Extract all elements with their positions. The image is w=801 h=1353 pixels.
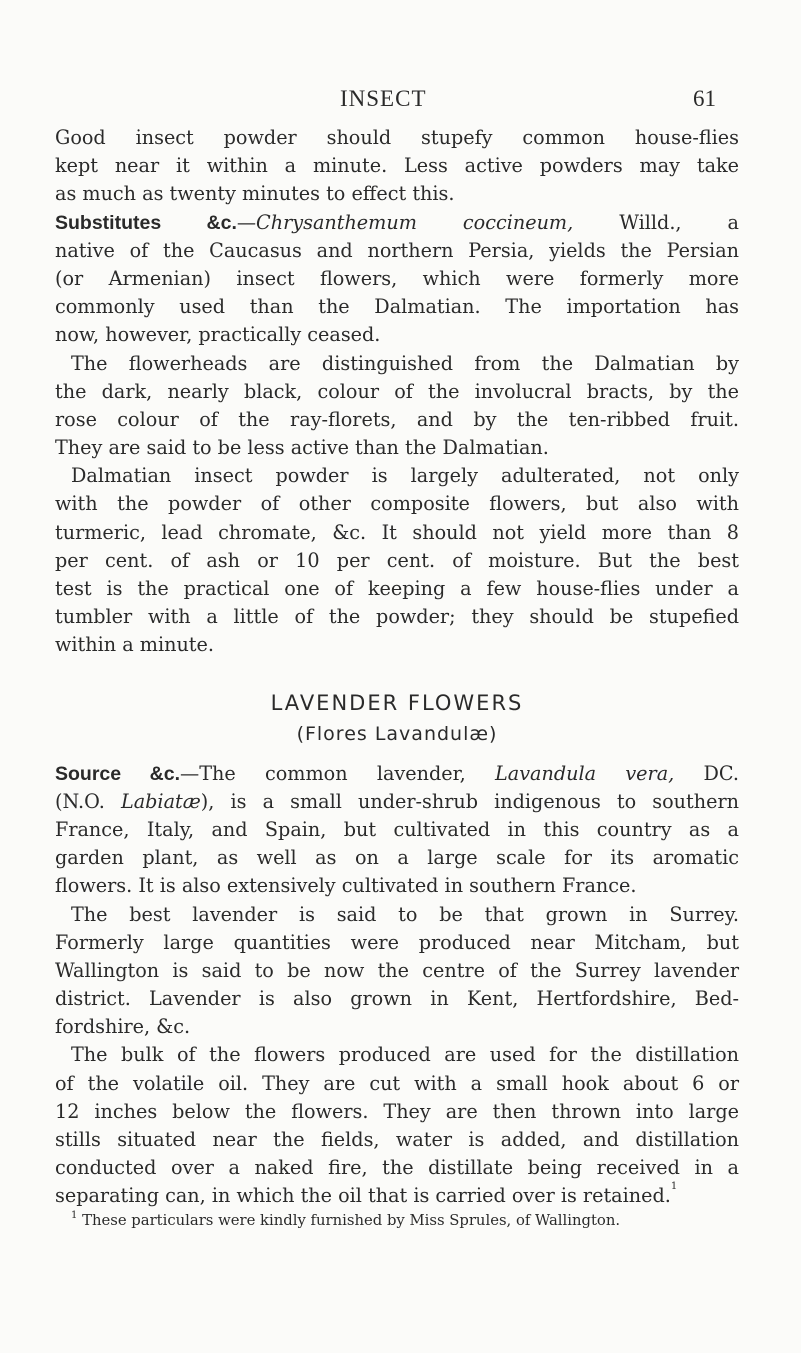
text-line: the dark, nearly black, colour of the involucral bracts, by the <box>55 379 739 403</box>
text-line: per cent. of ash or 10 per cent. of moisture. But the best <box>55 548 739 572</box>
substitutes-label: Substitutes &c. <box>55 211 237 234</box>
lavender-paragraph <box>55 760 739 1211</box>
text-line: of the volatile oil. They are cut with a small hook about 6 or <box>55 1071 739 1095</box>
substitutes-paragraph <box>55 209 739 660</box>
source-label: Source &c. <box>55 762 181 785</box>
page-number: 61 <box>693 86 716 111</box>
text-line: The best lavender is said to be that grown in Surrey. <box>71 902 739 926</box>
footnote-text: These particulars were kindly furnished by Miss Sprules, of Wallington. <box>82 1211 621 1229</box>
text-line: commonly used than the Dalmatian. The importation has <box>55 295 739 319</box>
text-line: Wallington is said to be now the centre of the Surrey lavender <box>55 958 739 982</box>
text-span: DC. <box>674 761 739 785</box>
footnote-reference: 1 <box>670 1181 678 1193</box>
text-line: 12 inches below the flowers. They are then thrown into large <box>55 1099 739 1123</box>
page-body <box>55 124 739 1231</box>
insect-powder-paragraph <box>55 124 739 209</box>
text-span: Willd., a <box>573 210 739 234</box>
text-line: They are said to be less active than the Dalmatian. <box>55 436 549 460</box>
substitutes-dash: — <box>236 210 257 234</box>
running-head-title: INSECT <box>340 86 427 111</box>
section-gap <box>55 750 739 760</box>
text-line: The flowerheads are distinguished from the Dalmatian by <box>71 351 739 375</box>
text-line: with the powder of other composite flowers, but also with <box>55 492 739 516</box>
footnote-mark: 1 <box>71 1209 78 1221</box>
text-span: separating can, in which the oil that is carried over is retained. <box>55 1184 671 1208</box>
text-span: ), is a small under-shrub indigenous to southern <box>200 789 739 813</box>
text-line: district. Lavender is also grown in Kent, Hertfordshire, Bed- <box>55 987 739 1011</box>
footnote <box>55 1211 739 1231</box>
text-line: Dalmatian insect powder is largely adulterated, not only <box>71 464 739 488</box>
source-lead-line <box>55 760 739 788</box>
text-line: Formerly large quantities were produced near Mitcham, but <box>55 930 739 954</box>
text-line: flowers. It is also extensively cultivated in southern France. <box>55 874 637 898</box>
last-text-line <box>55 1182 739 1210</box>
text-span: (N.O. <box>55 789 121 813</box>
text-line: turmeric, lead chromate, &c. It should not yield more than 8 <box>55 520 739 544</box>
text-line: fordshire, &c. <box>55 1015 191 1039</box>
text-line: The bulk of the flowers produced are used for the distillation <box>71 1043 739 1067</box>
section-subheading: (Flores Lavandulæ) <box>296 722 498 745</box>
text-line: stills situated near the fields, water is added, and distillation <box>55 1128 739 1151</box>
text-line: France, Italy, and Spain, but cultivated in this country as a <box>55 817 739 841</box>
lavandula-species: Lavandula vera, <box>495 761 675 785</box>
section-gap <box>55 660 739 688</box>
text-line: test is the practical one of keeping a few house-flies under a <box>55 577 739 600</box>
text-line: tumbler with a little of the powder; they should be stupefied <box>55 605 739 629</box>
text-line: (or Armenian) insect flowers, which were formerly more <box>55 266 739 290</box>
family-name: Labiatæ <box>120 789 201 813</box>
text-line: native of the Caucasus and northern Persia, yields the Persian <box>55 238 739 262</box>
text-line: kept near it within a minute. Less active powders may take <box>55 154 739 178</box>
chrysanthemum-species: Chrysanthemum coccineum, <box>256 210 574 234</box>
text-line: garden plant, as well as on a large scale for its aromatic <box>55 846 739 870</box>
text-line: Good insect powder should stupefy common house-flies <box>55 126 739 149</box>
text-line <box>55 788 739 816</box>
text-line: now, however, practically ceased. <box>55 323 381 347</box>
substitutes-lead-line <box>55 209 739 237</box>
text-span: —The common lavender, <box>180 761 496 785</box>
section-heading: LAVENDER FLOWERS <box>270 690 524 715</box>
running-head <box>0 86 801 116</box>
text-line: conducted over a naked fire, the distillate being received in a <box>55 1156 739 1180</box>
text-line: within a minute. <box>55 633 214 657</box>
text-line: as much as twenty minutes to effect this. <box>55 182 455 206</box>
text-line: rose colour of the ray-florets, and by the ten-ribbed fruit. <box>55 407 739 431</box>
